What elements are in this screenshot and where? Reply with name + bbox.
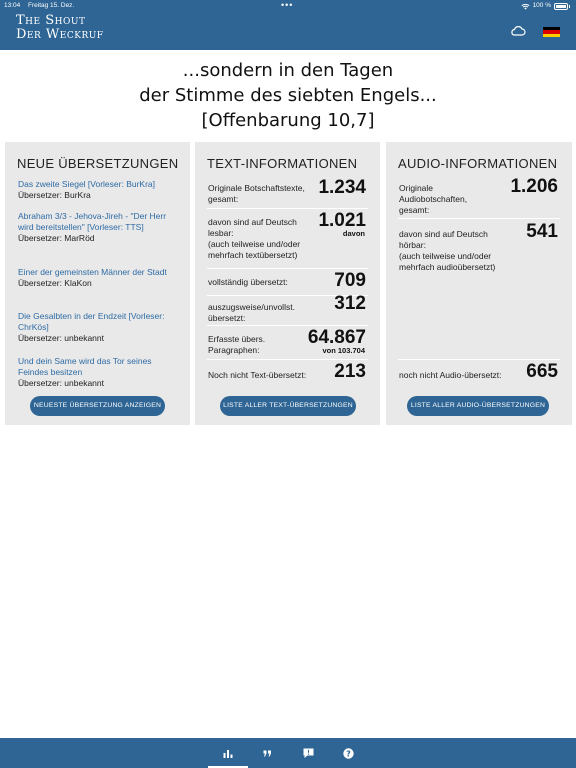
stat-value: 312 bbox=[334, 293, 366, 314]
show-latest-translation-button[interactable]: NEUESTE ÜBERSETZUNG ANZEIGEN bbox=[30, 396, 165, 416]
panel-title: TEXT-INFORMATIONEN bbox=[207, 156, 358, 171]
stat-label: vollständig übersetzt: bbox=[208, 277, 288, 287]
stat-original-audio bbox=[398, 176, 560, 219]
translation-item[interactable] bbox=[18, 356, 183, 389]
german-flag-icon[interactable] bbox=[543, 27, 560, 37]
stat-readable-german bbox=[207, 209, 368, 269]
battery-percent: 100 % bbox=[532, 2, 551, 9]
stat-label: Erfasste übers. Paragraphen: bbox=[208, 334, 266, 355]
stat-value: 213 bbox=[334, 361, 366, 382]
status-right bbox=[521, 0, 568, 12]
stat-sub: davon bbox=[342, 229, 365, 238]
stat-audible-german bbox=[398, 219, 560, 360]
tab-bar bbox=[0, 738, 576, 768]
headline bbox=[0, 58, 576, 133]
stat-label: davon sind auf Deutsch hörbar: (auch teilweise und/oder mehrfach audioübersetzt) bbox=[399, 229, 496, 272]
panel-title: NEUE ÜBERSETZUNGEN bbox=[17, 156, 179, 171]
logo-line1: The Shout bbox=[16, 13, 86, 28]
stat-value: 64.867 bbox=[307, 327, 366, 348]
app-header bbox=[0, 12, 576, 50]
tab-statistics[interactable] bbox=[208, 744, 248, 762]
list-audio-translations-button[interactable]: LISTE ALLER AUDIO-ÜBERSETZUNGEN bbox=[407, 396, 549, 416]
wifi-icon bbox=[521, 3, 530, 10]
stat-label: Originale Audiobotschaften, gesamt: bbox=[399, 183, 468, 215]
stat-sub: von 103.704 bbox=[322, 346, 365, 355]
stat-value: 541 bbox=[526, 221, 558, 242]
translation-item[interactable] bbox=[18, 311, 183, 344]
stat-partially-translated bbox=[207, 293, 368, 326]
headline-line3: [Offenbarung 10,7] bbox=[201, 110, 375, 131]
help-icon bbox=[343, 748, 354, 759]
stat-value: 1.021 bbox=[318, 210, 366, 231]
stat-value: 709 bbox=[334, 270, 366, 291]
translator: Übersetzer: KlaKon bbox=[18, 278, 92, 288]
stat-value: 1.234 bbox=[318, 177, 366, 198]
list-text-translations-button[interactable]: LISTE ALLER TEXT-ÜBERSETZUNGEN bbox=[220, 396, 356, 416]
stat-label: Originale Botschaftstexte, gesamt: bbox=[208, 183, 305, 204]
translation-item[interactable] bbox=[18, 179, 183, 201]
stat-not-translated bbox=[207, 360, 368, 386]
stat-label: noch nicht Audio-übersetzt: bbox=[399, 370, 502, 380]
app-logo[interactable] bbox=[16, 14, 104, 42]
text-info-panel bbox=[195, 142, 380, 425]
headline-line2: der Stimme des siebten Engels... bbox=[139, 85, 437, 106]
stat-original-texts bbox=[207, 176, 368, 209]
status-date: Freitag 15. Dez. bbox=[28, 2, 75, 9]
tab-feedback[interactable] bbox=[288, 744, 328, 762]
bar-chart-icon bbox=[223, 749, 233, 758]
translation-title[interactable]: Das zweite Siegel [Vorleser: BurKra] bbox=[18, 179, 156, 189]
flag-stripe-gold bbox=[543, 34, 560, 37]
translator: Übersetzer: unbekannt bbox=[18, 378, 104, 388]
tab-help[interactable] bbox=[328, 744, 368, 762]
battery-icon bbox=[554, 3, 568, 10]
panel-title: AUDIO-INFORMATIONEN bbox=[398, 156, 558, 171]
translation-item[interactable] bbox=[18, 211, 183, 244]
stat-label: Noch nicht Text-übersetzt: bbox=[208, 370, 307, 380]
svg-text:?: ? bbox=[345, 748, 351, 758]
translator: Übersetzer: BurKra bbox=[18, 190, 91, 200]
stat-label: davon sind auf Deutsch lesbar: (auch teilweise und/oder mehrfach textübersetzt) bbox=[208, 217, 301, 260]
translator: Übersetzer: MarRöd bbox=[18, 233, 95, 243]
stat-paragraphs bbox=[207, 326, 368, 360]
translation-title[interactable]: Einer der gemeinsten Männer der Stadt bbox=[18, 267, 167, 277]
feedback-icon bbox=[303, 748, 314, 759]
stat-fully-translated bbox=[207, 269, 368, 296]
quote-icon bbox=[263, 750, 272, 757]
status-time: 13:04 bbox=[4, 2, 21, 9]
translator: Übersetzer: unbekannt bbox=[18, 333, 104, 343]
cloud-icon[interactable] bbox=[510, 24, 526, 38]
stat-value: 665 bbox=[526, 361, 558, 382]
stat-label: auszugsweise/unvollst. übersetzt: bbox=[208, 302, 295, 323]
headline-line1: ...sondern in den Tagen bbox=[182, 60, 394, 81]
translation-item[interactable] bbox=[18, 267, 183, 289]
translation-title[interactable]: Die Gesalbten in der Endzeit [Vorleser: ChrKös] bbox=[18, 311, 165, 332]
stat-not-audio-translated bbox=[398, 360, 560, 386]
logo-line2: Der Weckruf bbox=[16, 27, 104, 42]
multitasking-dots[interactable]: ••• bbox=[281, 0, 294, 10]
tab-quotes[interactable] bbox=[247, 744, 287, 762]
stat-value: 1.206 bbox=[510, 176, 558, 197]
new-translations-panel bbox=[5, 142, 190, 425]
translation-title[interactable]: Abraham 3/3 - Jehova-Jireh - "Der Herr wird bereitstellen" [Vorleser: TTS] bbox=[18, 211, 167, 232]
audio-info-panel bbox=[386, 142, 572, 425]
status-bar bbox=[0, 0, 576, 12]
translation-title[interactable]: Und dein Same wird das Tor seines Feindes besitzen bbox=[18, 356, 152, 377]
